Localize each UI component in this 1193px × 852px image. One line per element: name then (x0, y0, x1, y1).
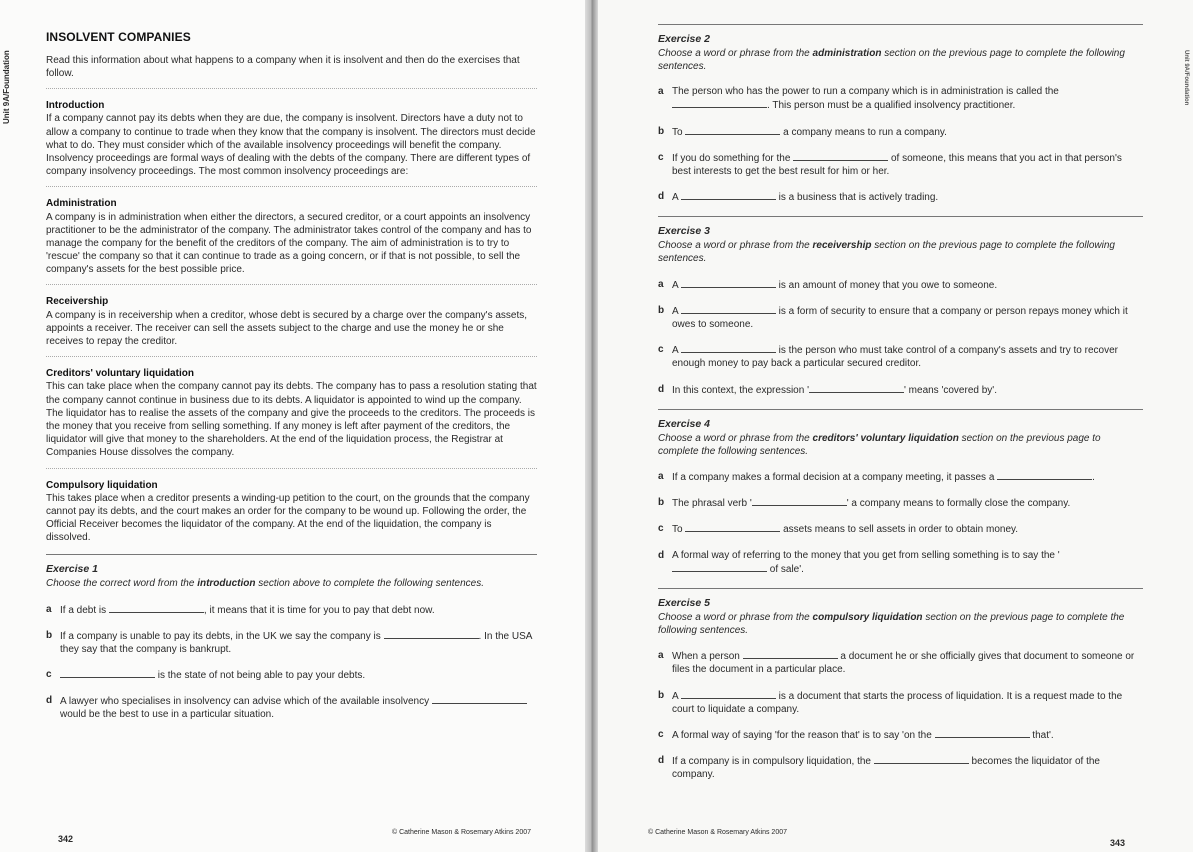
answer-blank[interactable] (681, 190, 776, 200)
divider (46, 554, 537, 555)
exercise-title: Exercise 5 (658, 596, 710, 609)
answer-blank[interactable] (432, 694, 527, 704)
question-c: c A formal way of saying 'for the reason that' is to say 'on the that'. (658, 728, 1054, 741)
question-c: c To assets means to sell assets in order to obtain money. (658, 523, 1019, 536)
page-title: INSOLVENT COMPANIES (46, 30, 191, 44)
exercise-instruction: Choose a word or phrase from the creditors' voluntary liquidation section on the previous page to complete the following sentences. (658, 432, 1101, 457)
answer-blank[interactable] (935, 728, 1030, 738)
question-d: d A formal way of referring to the money that you get from selling something is to say the ' of sale'. (658, 549, 1060, 575)
answer-blank[interactable] (752, 496, 847, 506)
answer-blank[interactable] (685, 125, 780, 135)
answer-blank[interactable] (743, 649, 838, 659)
right-page (598, 0, 1193, 852)
divider (46, 356, 537, 357)
page-number: 342 (58, 834, 74, 844)
question-c: c If you do something for the of someone, this means that you act in that person's best interests to get the best result for him or her. (658, 151, 1122, 177)
section-text: A company is in receivership when a creditor, whose debt is secured by a charge over the company's assets, appoints a receiver. The receiver can sell the assets subject to the charge and use the money he or she receives to repay the creditor. (46, 309, 528, 348)
answer-blank[interactable] (60, 668, 155, 678)
section-text: This takes place when a creditor presents a winding-up petition to the court, on the grounds that the company cannot pay its debts, and the court makes an order for the company to be wound up. Following the order, the Official Receiver becomes the liquidator of the company. At the end of the liquidation, the company is dissolved. (46, 492, 530, 544)
exercise-title: Exercise 1 (46, 563, 98, 576)
section-administration (46, 197, 537, 276)
divider (46, 284, 537, 285)
intro-instruction: Read this information about what happens to a company when it is insolvent and then do the exercises that follow. (46, 54, 520, 80)
question-b: b A is a document that starts the process of liquidation. It is a request made to the court to liquidate a company. (658, 689, 1123, 715)
question-b: b The phrasal verb ' ' a company means to formally close the company. (658, 497, 1071, 510)
answer-blank[interactable] (672, 98, 767, 108)
divider (46, 88, 537, 89)
question-b: b A is a form of security to ensure that a company or person repays money which it owes to someone. (658, 304, 1128, 330)
section-heading: Compulsory liquidation (46, 479, 158, 491)
exercise-4 (658, 418, 1143, 576)
question-a: a If a company makes a formal decision at a company meeting, it passes a . (658, 470, 1095, 483)
question-d: d If a company is in compulsory liquidation, the becomes the liquidator of the company. (658, 755, 1100, 781)
answer-blank[interactable] (384, 629, 479, 639)
question-b: b To a company means to run a company. (658, 125, 947, 138)
exercise-instruction: Choose a word or phrase from the receivership section on the previous page to complete the following sentences. (658, 240, 1115, 265)
divider (46, 468, 537, 469)
divider (658, 24, 1143, 25)
answer-blank[interactable] (681, 278, 776, 288)
answer-blank[interactable] (793, 151, 888, 161)
section-text: If a company cannot pay its debts when they are due, the company is insolvent. Directors have a duty not to allow a company to continue to trade when they know that the company is insolvent. The directors must decide what to do. They must consider which of the available insolvency proceedings will benefit the company. Insolvency proceedings are formal ways of dealing with the debts of the company. There are different types of company insolvency proceedings. The most common insolvency proceedings are: (46, 113, 536, 178)
answer-blank[interactable] (809, 383, 904, 393)
exercise-title: Exercise 3 (658, 225, 710, 238)
section-heading: Introduction (46, 100, 105, 112)
section-heading: Receivership (46, 296, 109, 308)
answer-blank[interactable] (685, 522, 780, 532)
question-d: d A lawyer who specialises in insolvency can advise which of the available insolvency would be the best to use in a particular situation. (46, 694, 537, 721)
divider (658, 409, 1143, 410)
section-heading: Creditors' voluntary liquidation (46, 368, 194, 380)
question-a: a If a debt is , it means that it is time for you to pay that debt now. (46, 603, 435, 616)
question-a: a A is an amount of money that you owe to someone. (658, 278, 998, 291)
page-number: 343 (1110, 838, 1126, 848)
exercise-2 (658, 33, 1143, 204)
left-page (0, 0, 585, 852)
question-a: a When a person a document he or she officially gives that document to someone or files the document in a particular place. (658, 650, 1135, 676)
question-c: c is the state of not being able to pay your debts. (46, 669, 366, 682)
section-compulsory-liquidation (46, 479, 537, 545)
divider (46, 186, 537, 187)
answer-blank[interactable] (874, 754, 969, 764)
answer-blank[interactable] (681, 689, 776, 699)
answer-blank[interactable] (997, 470, 1092, 480)
exercise-3 (658, 225, 1143, 396)
divider (658, 588, 1143, 589)
question-a: a The person who has the power to run a company which is in administration is called the . This person must be a qualified insolvency practitioner. (658, 86, 1059, 112)
exercise-1 (46, 563, 537, 721)
unit-side-label: Unit 9A/Foundation (2, 50, 11, 124)
exercise-5 (658, 597, 1143, 782)
exercise-instruction: Choose a word or phrase from the compulsory liquidation section on the previous page to complete the following sentences. (658, 611, 1125, 636)
copyright-notice: © Catherine Mason & Rosemary Atkins 2007 (392, 829, 532, 836)
question-c: c A is the person who must take control of a company's assets and try to recover enough money to pay back a particular secured creditor. (658, 344, 1118, 370)
section-creditors-voluntary-liquidation (46, 367, 537, 459)
divider (658, 216, 1143, 217)
exercise-title: Exercise 2 (658, 33, 710, 45)
book-gutter (585, 0, 598, 852)
section-text: A company is in administration when either the directors, a secured creditor, or a court appoints an insolvency practitioner to be the administrator of the company. The administrator takes control of the company and has to manage the company for the benefit of the creditors of the company. The aim of administration is to try to 'rescue' the company so that it can continue to trade as a going concern, or if that is not possible, to sell the company's assets for the best possible price. (46, 211, 532, 276)
section-introduction (46, 99, 537, 178)
exercise-instruction: Choose the correct word from the introduction section above to complete the following sentences. (46, 578, 484, 590)
answer-blank[interactable] (109, 603, 204, 613)
unit-side-label: Unit 9A/Foundation (1183, 50, 1189, 106)
section-text: This can take place when the company cannot pay its debts. The company has to pass a resolution stating that the company cannot continue in business due to its debts. A liquidator is appointed to wind up the company. The liquidator has to realise the assets of the company and give the proceeds to the creditors. The proceeds is the money that you receive from selling something. If any money is left after payment of the creditors, the liquidator will give that money to the shareholders. At the end of the liquidation process, the Registrar at Companies House dissolves the company. (46, 381, 537, 459)
answer-blank[interactable] (681, 304, 776, 314)
answer-blank[interactable] (672, 562, 767, 572)
question-b: b If a company is unable to pay its debts, in the UK we say the company is . In the USA they say that the company is bankrupt. (46, 629, 532, 655)
answer-blank[interactable] (681, 343, 776, 353)
exercise-title: Exercise 4 (658, 417, 710, 430)
copyright-notice: © Catherine Mason & Rosemary Atkins 2007 (648, 829, 788, 836)
question-d: d A is a business that is actively trading. (658, 191, 939, 204)
section-heading: Administration (46, 198, 117, 210)
section-receivership (46, 295, 537, 348)
question-d: d In this context, the expression ' ' means 'covered by'. (658, 383, 997, 396)
exercise-instruction: Choose a word or phrase from the administration section on the previous page to complete the following sentences. (658, 47, 1125, 73)
